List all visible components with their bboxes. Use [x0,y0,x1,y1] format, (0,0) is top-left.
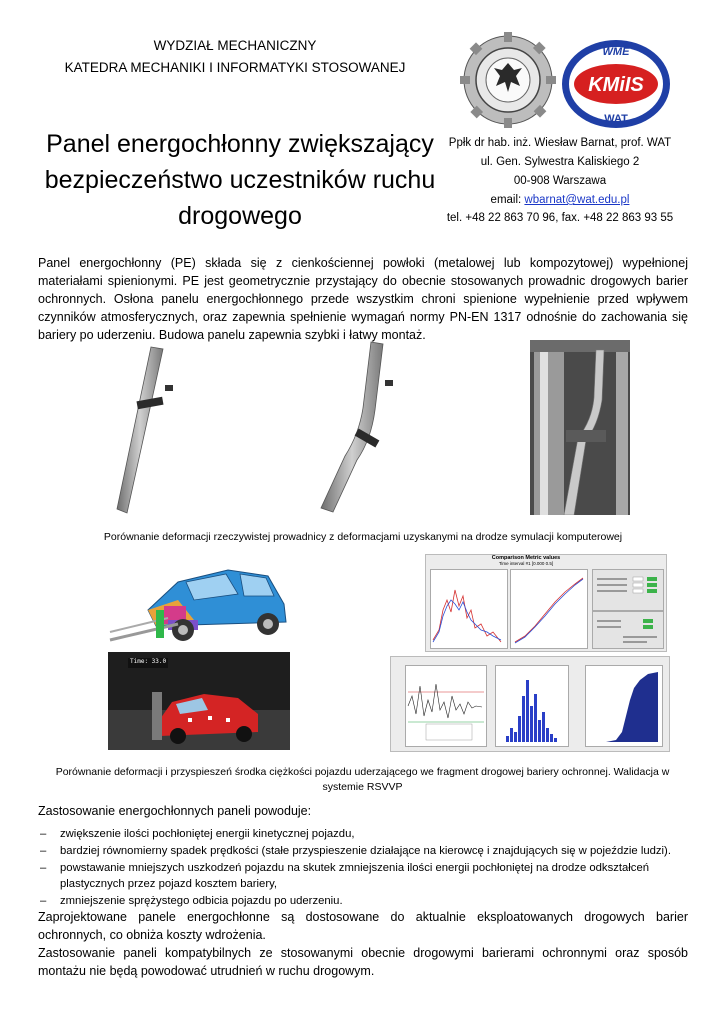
contact-city: 00-908 Warszawa [513,175,607,187]
rsvvp-chart-title: Comparison Metric values [491,555,561,561]
contact-street: ul. Gen. Sylwestra Kaliskiego 2 [480,156,640,168]
plot-residuals-histogram [495,665,569,747]
intro-paragraph: Panel energochłonny (PE) składa się z cienkościennej powłoki (metalowej lub kompozytowej) wypełnionej materiałami spienionymi. PE jest geometrycznie przystający do obecnie stosowanych prowadnic drogowych barier ochronnych. Osłona panelu energochłonnego przede wszystkim chroni spienione wypełnienie przed wpływem czynników atmosferycznych, oraz zapewnia spełnienie wymagań normy PN-EN 1317 odnośnie do zachowania się bariery po uderzeniu. Budowa panelu zapewnia szybki i łatwy montaż. [38,256,688,342]
crash-time-label: Time: 33.0 [130,658,167,665]
plot-cumulative-distribution [585,665,663,747]
faculty-logo [458,30,558,130]
department-logo [560,38,672,130]
caption-validation-line2: systemie RSVVP [322,781,403,793]
svg-text:WME: WME [602,46,630,58]
uses-list-item: – zmniejszenie sprężystego odbicia pojazdu po uderzeniu. [38,893,688,909]
plot-residuals-history [405,665,487,747]
anova-metrics-panel [592,611,664,649]
uses-list-item: – powstawanie mniejszych uszkodzeń pojazdu na skutek zmniejszenia ilości energii pochłoniętej na drodze odkształceń plastycznych przez pojazd kosztem bariery, [38,860,688,892]
svg-text:WAT: WAT [604,113,628,125]
rsvvp-chart-subtitle: Time interval #1 [0.000 0.5] [498,561,554,566]
rsvvp-comparison-window [425,554,667,652]
compatibility-paragraph: Zaprojektowane panele energochłonne są dostosowane do aktualnie eksploatowanych drogowych barier ochronnych, co obniża koszty wdrożenia. [38,910,688,942]
caption-post-deformation: Porównanie deformacji rzeczywistej prowadnicy z deformacjami uzyskanymi na drodze symulacji komputerowej [103,531,623,543]
post-photo-test [530,340,630,515]
plot-acceleration-comparison [430,569,508,649]
svg-text:KMiIS: KMiIS [588,74,644,96]
department-name: KATEDRA MECHANIKI I INFORMATYKI STOSOWANEJ [64,60,406,75]
uses-list-item: – zwiększenie ilości pochłoniętej energii kinetycznej pojazdu, [38,826,688,842]
post-model-undeformed [115,345,195,515]
traffic-paragraph: Zastosowanie paneli kompatybilnych ze stosowanymi obecnie drogowymi barierami ochronnymi oraz sposób montażu nie będą powodować utrudnień w ruchu drogowym. [38,946,688,978]
contact-email [440,191,680,210]
uses-list-item: – bardziej równomierny spadek prędkości (stałe przyspieszenie działające na kierowcę i znajdujących się w pojeździe ludzi). [38,843,688,859]
car-simulation-model [108,560,290,648]
email-link[interactable]: wbarnat@wat.edu.pl [524,194,630,206]
title-line-3: drogowego [178,202,302,230]
uses-heading: Zastosowanie energochłonnych paneli powoduje: [38,804,312,818]
faculty-name: WYDZIAŁ MECHANICZNY [153,38,317,53]
uses-list [38,826,688,910]
crash-test-photo [108,652,290,750]
title-line-1: Panel energochłonny zwiększający [46,130,434,158]
contact-phone: tel. +48 22 863 70 96, fax. +48 22 863 93 55 [446,212,674,224]
email-label: email: [490,194,525,206]
title-line-2: bezpieczeństwo uczestników ruchu [44,166,436,194]
metrics-table-panel [592,569,664,611]
post-model-deformed [315,340,405,515]
contact-name: Ppłk dr hab. inż. Wiesław Barnat, prof. WAT [448,137,672,149]
rsvvp-residuals-window [390,656,670,752]
plot-velocity-comparison [510,569,588,649]
caption-validation-line1: Porównanie deformacji i przyspieszeń środka ciężkości pojazdu uderzającego we fragment drogowej bariery ochronnej. Walidacja w [55,766,670,778]
